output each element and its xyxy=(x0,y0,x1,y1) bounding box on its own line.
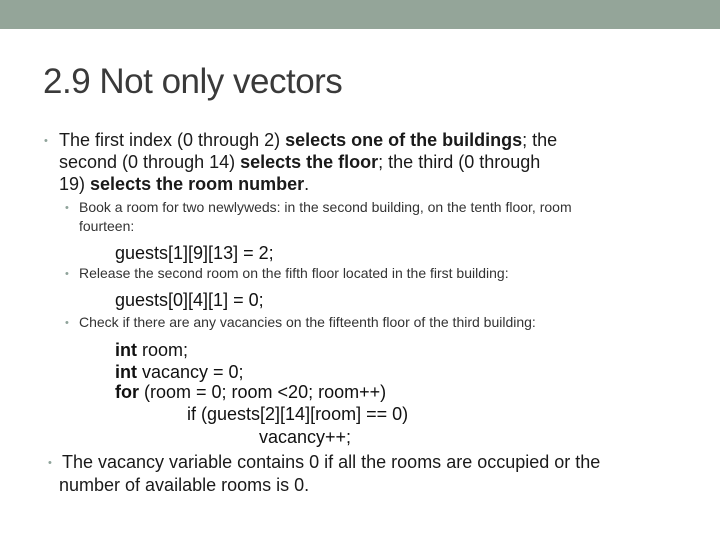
paragraph-2-line-2: number of available rooms is 0. xyxy=(59,475,310,495)
code-line-1: guests[1][9][13] = 2; xyxy=(115,243,274,263)
code-block-line-4: if (guests[2][14][room] == 0) xyxy=(187,404,409,424)
sub-bullet-marker: • xyxy=(65,268,69,280)
sub-bullet-1-line-2: fourteen: xyxy=(79,218,135,234)
code-block-line-3: for (room = 0; room <20; room++) xyxy=(115,382,387,402)
code-block-line-5: vacancy++; xyxy=(259,427,352,447)
bullet-marker: • xyxy=(48,457,52,469)
sub-bullet-marker: • xyxy=(65,317,69,329)
paragraph-1-line-1: The first index (0 through 2) selects one of the buildings; the xyxy=(59,130,558,150)
sub-bullet-2: Release the second room on the fifth floor located in the first building: xyxy=(79,265,509,281)
sub-bullet-marker: • xyxy=(65,202,69,214)
slide-title: 2.9 Not only vectors xyxy=(43,62,343,101)
sub-bullet-1-line-1: Book a room for two newlyweds: in the second building, on the tenth floor, room xyxy=(79,199,572,215)
code-block-line-2: int vacancy = 0; xyxy=(115,362,244,382)
code-line-2: guests[0][4][1] = 0; xyxy=(115,290,264,310)
paragraph-1-line-2: second (0 through 14) selects the floor; the third (0 through xyxy=(59,152,541,172)
paragraph-1-line-3: 19) selects the room number. xyxy=(59,174,310,194)
bullet-marker: • xyxy=(44,135,48,147)
code-block-line-1: int room; xyxy=(115,340,189,360)
paragraph-2-line-1: The vacancy variable contains 0 if all the rooms are occupied or the xyxy=(62,452,601,472)
top-accent-bar xyxy=(0,0,720,29)
sub-bullet-3: Check if there are any vacancies on the fifteenth floor of the third building: xyxy=(79,314,536,330)
